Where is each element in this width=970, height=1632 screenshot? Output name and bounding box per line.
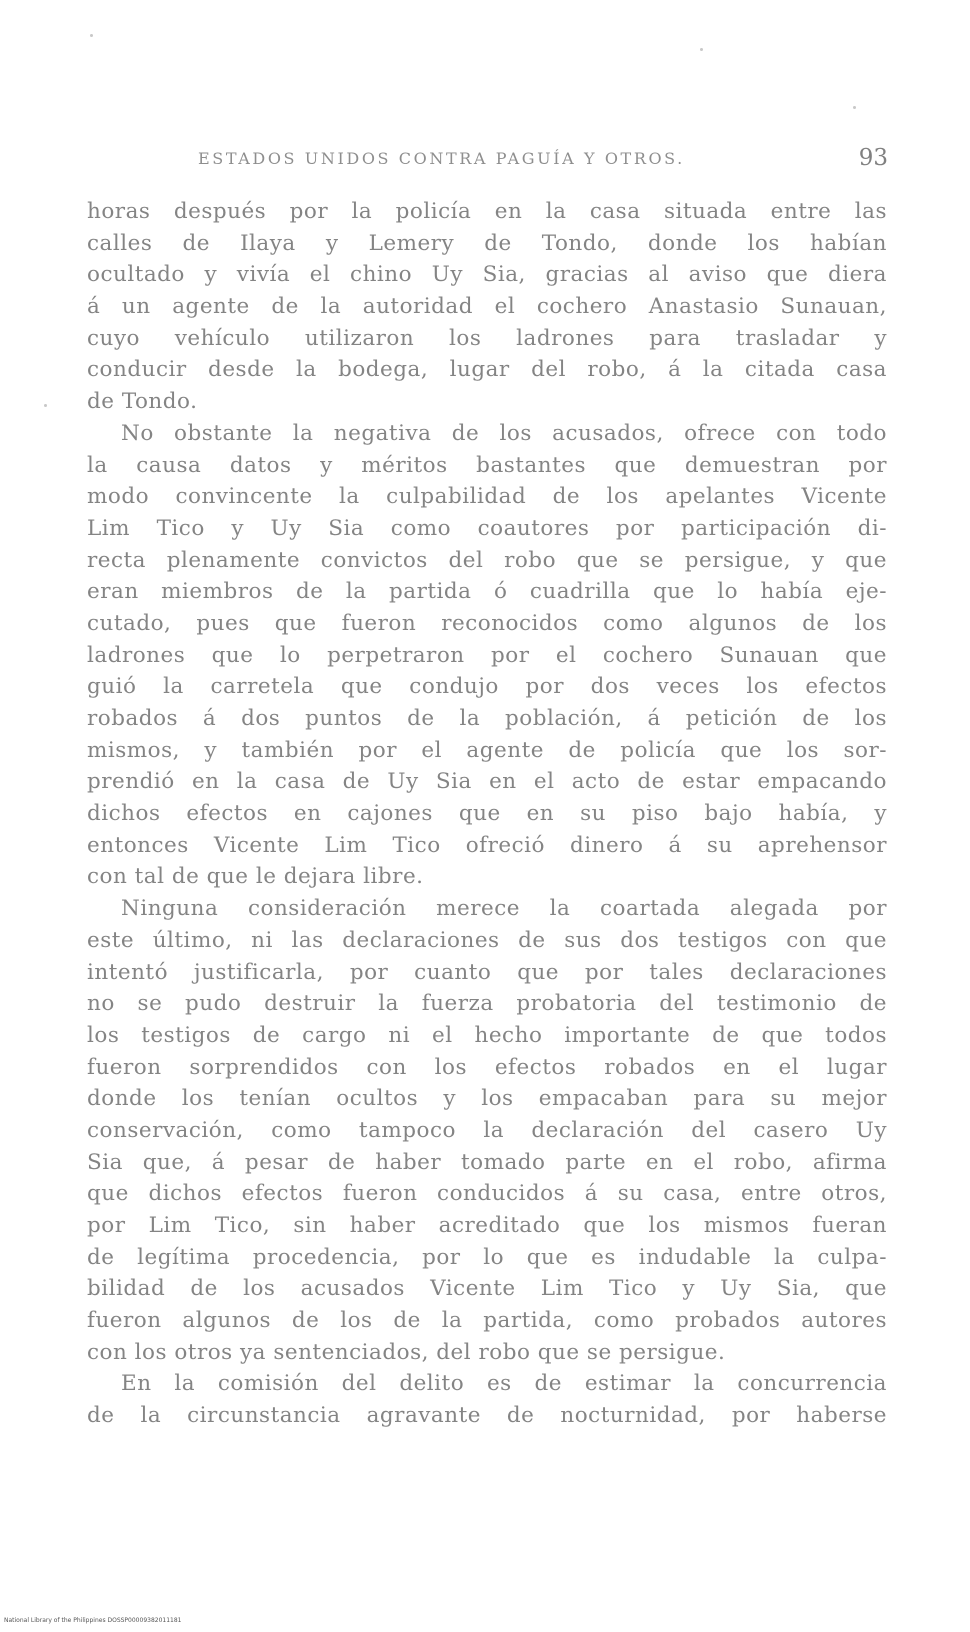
- text-line: cutado, pues que fueron reconocidos como algunos de los: [87, 610, 887, 636]
- text-line: conducir desde la bodega, lugar del robo, á la citada casa: [87, 357, 887, 383]
- scan-footer-note: National Library of the Philippines DOSSP00009382011181: [4, 1617, 182, 1624]
- text-line: á un agente de la autoridad el cochero Anastasio Sunauan,: [87, 294, 887, 320]
- text-line: entonces Vicente Lim Tico ofreció dinero á su aprehensor: [87, 832, 887, 858]
- text-line: conservación, como tampoco la declaración del casero Uy: [87, 1117, 887, 1143]
- text-line: intentó justificarla, por cuanto que por tales declaraciones: [87, 959, 887, 985]
- text-line: donde los tenían ocultos y los empacaban para su mejor: [87, 1086, 887, 1112]
- text-line: En la comisión del delito es de estimar la concurrencia: [121, 1371, 887, 1397]
- text-line: no se pudo destruir la fuerza probatoria del testimonio de: [87, 991, 887, 1017]
- text-line: con los otros ya sentenciados, del robo que se persigue.: [87, 1339, 726, 1365]
- text-line: de legítima procedencia, por lo que es indudable la culpa-: [87, 1244, 887, 1270]
- text-line: guió la carretela que condujo por dos veces los efectos: [87, 674, 887, 700]
- text-line: robados á dos puntos de la población, á petición de los: [87, 706, 887, 731]
- text-line: ladrones que lo perpetraron por el cochero Sunauan que: [87, 642, 887, 668]
- page-number: 93: [858, 145, 888, 171]
- text-line: la causa datos y méritos bastantes que demuestran por: [87, 452, 887, 478]
- running-title: ESTADOS UNIDOS CONTRA PAGUÍA Y OTROS.: [198, 149, 685, 168]
- text-line: recta plenamente convictos del robo que se persigue, y que: [87, 547, 887, 573]
- text-line: Sia que, á pesar de haber tomado parte en el robo, afirma: [87, 1149, 887, 1175]
- text-line: horas después por la policía en la casa situada entre las: [87, 199, 887, 224]
- text-line: por Lim Tico, sin haber acreditado que los mismos fueran: [87, 1213, 887, 1238]
- text-line: fueron algunos de los de la partida, como probados autores: [87, 1308, 887, 1334]
- text-line: calles de Ilaya y Lemery de Tondo, donde los habían: [87, 230, 887, 256]
- text-line: Ninguna consideración merece la coartada alegada por: [121, 896, 887, 922]
- text-line: fueron sorprendidos con los efectos robados en el lugar: [87, 1054, 887, 1080]
- text-line: No obstante la negativa de los acusados, ofrece con todo: [121, 420, 887, 446]
- text-line: modo convincente la culpabilidad de los apelantes Vicente: [87, 484, 887, 510]
- running-head: [88, 145, 888, 179]
- text-line: mismos, y también por el agente de policía que los sor-: [87, 737, 887, 763]
- text-line: cuyo vehículo utilizaron los ladrones para trasladar y: [87, 325, 887, 351]
- text-line: eran miembros de la partida ó cuadrilla que lo había eje-: [87, 579, 887, 605]
- text-line: de la circunstancia agravante de nocturnidad, por haberse: [87, 1403, 887, 1429]
- text-line: que dichos efectos fueron conducidos á su casa, entre otros,: [87, 1181, 887, 1207]
- text-line: Lim Tico y Uy Sia como coautores por participación di-: [87, 515, 887, 541]
- text-line: de Tondo.: [87, 389, 198, 415]
- text-line: ocultado y vivía el chino Uy Sia, gracias al aviso que diera: [87, 262, 887, 288]
- text-line: este último, ni las declaraciones de sus dos testigos con que: [87, 927, 887, 953]
- text-line: prendió en la casa de Uy Sia en el acto de estar empacando: [87, 769, 887, 795]
- body-text: [87, 196, 887, 1432]
- text-line: los testigos de cargo ni el hecho importante de que todos: [87, 1022, 887, 1048]
- text-line: dichos efectos en cajones que en su piso bajo había, y: [87, 801, 887, 827]
- text-line: bilidad de los acusados Vicente Lim Tico y Uy Sia, que: [87, 1276, 887, 1302]
- text-line: con tal de que le dejara libre.: [87, 864, 424, 890]
